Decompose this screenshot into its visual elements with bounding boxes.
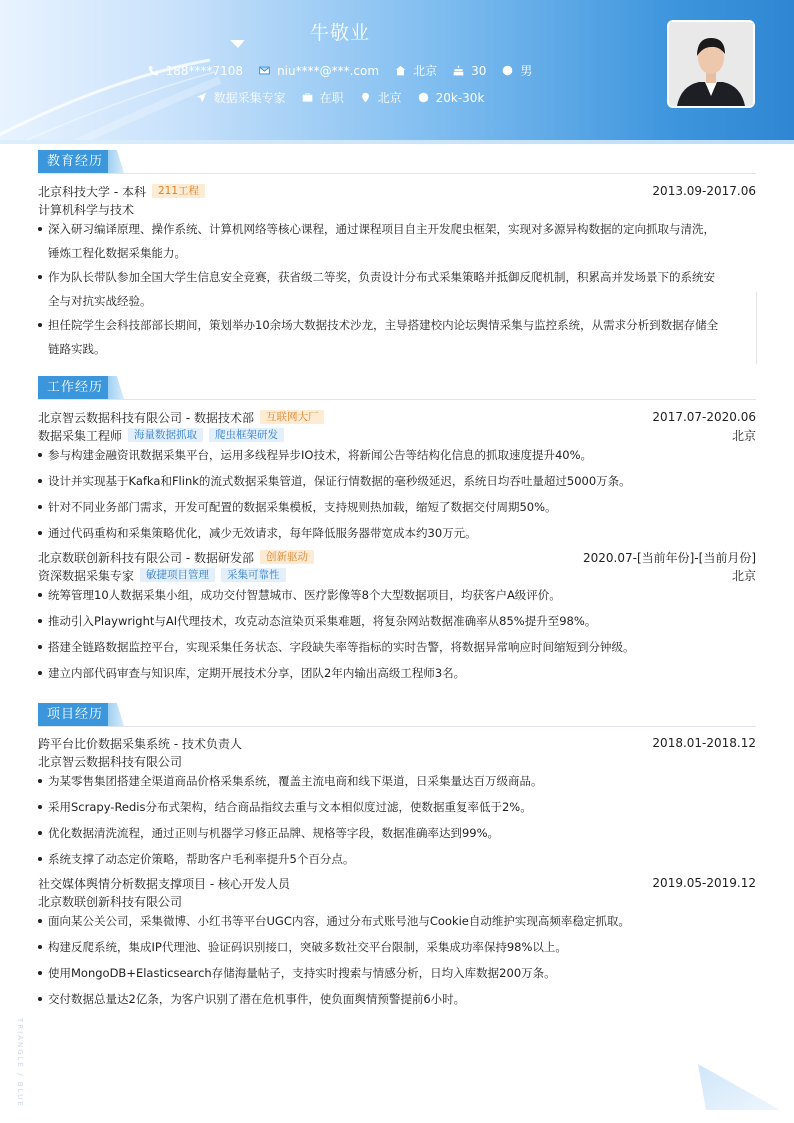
city-item — [395, 62, 437, 79]
project-date: 2018.01-2018.12 — [652, 736, 756, 750]
job-position: 资深数据采集专家 — [38, 568, 135, 583]
bullet-text: 针对不同业务部门需求，开发可配置的数据采集模板，支持规则热加载，缩短了数据交付周期50%。 — [48, 500, 557, 514]
job-bullet — [38, 661, 748, 685]
job-position: 数据采集工程师 — [38, 428, 123, 443]
education-divider — [38, 173, 756, 174]
bullet-text: 通过代码重构和采集策略优化，减少无效请求，每年降低服务器带宽成本约30万元。 — [48, 526, 477, 540]
job-bullet — [38, 495, 748, 519]
status-item — [302, 89, 344, 106]
cake-icon — [453, 65, 464, 76]
education-major-row — [38, 200, 756, 218]
home-icon — [395, 65, 406, 76]
job-intention-row — [0, 89, 680, 106]
job-date: 2020.07-[当前年份]-[当前月份] — [582, 550, 756, 565]
project-bullet — [38, 847, 748, 871]
project-name-row — [38, 734, 756, 752]
job-target-text: 数据采集专家 — [213, 91, 286, 105]
school-tag: 211工程 — [152, 184, 205, 198]
gender-icon — [502, 65, 513, 76]
bullet-text: 构建反爬系统，集成IP代理池、验证码识别接口，突破多数社交平台限制，采集成功率保持98%以上。 — [48, 940, 567, 954]
briefcase-icon — [302, 92, 313, 103]
project-company: 北京智云数据科技有限公司 — [38, 754, 183, 769]
project-name: 社交媒体舆情分析数据支撑项目 - 核心开发人员 — [38, 876, 290, 891]
candidate-name: 牛敬业 — [309, 22, 370, 44]
job-bullet — [38, 635, 748, 659]
project-company-row — [38, 752, 756, 770]
work-title-tab: 工作经历 — [38, 376, 112, 399]
job-bullet — [38, 521, 748, 545]
job-company: 北京智云数据科技有限公司 - 数据技术部 — [38, 410, 254, 425]
target-city-item — [360, 89, 402, 106]
skill-tag: 海量数据抓取 — [128, 428, 203, 442]
bullet-text: 交付数据总量达2亿条，为客户识别了潜在危机事件，使负面舆情预警提前6小时。 — [48, 992, 466, 1006]
project-bullet — [38, 821, 748, 845]
project-name: 跨平台比价数据采集系统 - 技术负责人 — [38, 736, 242, 751]
title-tab-tail — [108, 150, 124, 173]
header-bottom-band — [0, 140, 794, 144]
gender-text: 男 — [520, 64, 533, 78]
company-tag: 创新驱动 — [260, 550, 314, 564]
phone-item — [148, 64, 243, 78]
bullet-text: 作为队长带队参加全国大学生信息安全竞赛，获省级二等奖，负责设计分布式采集策略并抵御反爬机制，积累高并发场景下的系统安 — [48, 270, 715, 284]
school-name: 北京科技大学 - 本科 — [38, 184, 146, 199]
bullet-text: 深入研习编译原理、操作系统、计算机网络等核心课程，通过课程项目自主开发爬虫框架，实现对多源异构数据的定向抓取与清洗， — [48, 222, 715, 236]
corner-triangle-decoration — [694, 1062, 784, 1112]
bullet-text: 使用MongoDB+Elasticsearch存储海量帖子，支持实时搜索与情感分析，日均入库数据200万条。 — [48, 966, 556, 980]
job-location: 北京 — [731, 428, 756, 443]
skill-tag: 敏捷项目管理 — [140, 568, 215, 582]
job-bullet — [38, 443, 748, 467]
project-company-row — [38, 892, 756, 910]
project-bullet — [38, 909, 748, 933]
phone-text: 188****7108 — [165, 63, 244, 78]
contact-info-row — [0, 62, 680, 79]
bullet-text: 链路实践。 — [48, 342, 106, 356]
education-bullet — [38, 217, 748, 265]
salary-item — [418, 91, 485, 105]
work-divider — [38, 399, 756, 400]
title-tab-tail — [108, 376, 124, 399]
education-major: 计算机科学与技术 — [38, 202, 135, 217]
bullet-text: 锤炼工程化数据采集能力。 — [48, 246, 186, 260]
phone-icon — [148, 65, 159, 76]
skill-tag: 采集可靠性 — [221, 568, 286, 582]
job-target-item — [196, 89, 286, 106]
job-company: 北京数联创新科技有限公司 - 数据研发部 — [38, 550, 254, 565]
education-bullet — [38, 313, 748, 361]
job-location: 北京 — [731, 568, 756, 583]
job-position-row — [38, 426, 756, 444]
age-item — [453, 64, 486, 78]
job-bullet — [38, 469, 748, 493]
avatar-portrait — [669, 22, 753, 106]
bullet-text: 采用Scrapy-Redis分布式架构，结合商品指纹去重与文本相似度过滤，使数据重复率低于2%。 — [48, 800, 532, 814]
money-icon — [418, 92, 429, 103]
job-position-row — [38, 566, 756, 584]
status-text: 在职 — [319, 91, 344, 105]
project-bullet — [38, 795, 748, 819]
email-item — [259, 64, 379, 78]
location-pin-icon — [360, 92, 371, 103]
projects-title-tab: 项目经历 — [38, 703, 112, 726]
gender-item — [502, 62, 532, 79]
project-name-row — [38, 874, 756, 892]
job-company-row — [38, 548, 756, 566]
bullet-text: 参与构建金融资讯数据采集平台，运用多线程异步IO技术，将新闻公告等结构化信息的抓取速度提升40%。 — [48, 448, 592, 462]
send-icon — [196, 92, 207, 103]
project-bullet — [38, 935, 748, 959]
project-bullet — [38, 961, 748, 985]
bullet-text: 面向某公关公司，采集微博、小红书等平台UGC内容，通过分布式账号池与Cookie自动维护实现高频率稳定抓取。 — [48, 914, 630, 928]
job-date: 2017.07-2020.06 — [652, 410, 756, 424]
bullet-text: 为某零售集团搭建全渠道商品价格采集系统，覆盖主流电商和线下渠道，日采集量达百万级商品。 — [48, 774, 543, 788]
bullet-text: 设计并实现基于Kafka和Flink的流式数据采集管道，保证行情数据的毫秒级延迟，系统日均吞吐量超过5000万条。 — [48, 474, 631, 488]
bullet-text: 优化数据清洗流程，通过正则与机器学习修正品牌、规格等字段，数据准确率达到99%。 — [48, 826, 500, 840]
bullet-text: 推动引入Playwright与AI代理技术，攻克动态渲染页采集难题，将复杂网站数据准确率从85%提升至98%。 — [48, 614, 597, 628]
template-watermark: TRIANGLE / BLUE — [16, 1018, 24, 1108]
target-city-text: 北京 — [377, 91, 402, 105]
projects-divider — [38, 726, 756, 727]
company-tag: 互联网大厂 — [260, 410, 325, 424]
bullet-text: 搭建全链路数据监控平台，实现采集任务状态、字段缺失率等指标的实时告警，将数据异常响应时间缩短到分钟级。 — [48, 640, 635, 654]
project-bullet — [38, 987, 748, 1011]
education-school-row — [38, 182, 756, 200]
age-text: 30 — [471, 63, 487, 78]
bullet-text: 系统支撑了动态定价策略，帮助客户毛利率提升5个百分点。 — [48, 852, 355, 866]
bullet-text: 建立内部代码审查与知识库，定期开展技术分享，团队2年内输出高级工程师3名。 — [48, 666, 466, 680]
email-icon — [259, 65, 270, 76]
education-date: 2013.09-2017.06 — [652, 184, 756, 198]
city-text: 北京 — [413, 64, 438, 78]
profile-photo — [667, 20, 755, 108]
project-company: 北京数联创新科技有限公司 — [38, 894, 183, 909]
education-title-tab: 教育经历 — [38, 150, 112, 173]
skill-tag: 爬虫框架研发 — [209, 428, 284, 442]
project-bullet — [38, 769, 748, 793]
side-divider-line — [756, 292, 757, 364]
title-tab-tail — [108, 703, 124, 726]
job-bullet — [38, 609, 748, 633]
project-date: 2019.05-2019.12 — [652, 876, 756, 890]
education-bullet — [38, 265, 748, 313]
job-company-row — [38, 408, 756, 426]
salary-text: 20k-30k — [435, 90, 485, 105]
email-text: niu****@***.com — [277, 63, 380, 78]
bullet-text: 担任院学生会科技部部长期间，策划举办10余场大数据技术沙龙，主导搭建校内论坛舆情采集与监控系统，从需求分析到数据存储全 — [48, 318, 719, 332]
bullet-text: 全与对抗实战经验。 — [48, 294, 152, 308]
job-bullet — [38, 583, 748, 607]
bullet-text: 统筹管理10人数据采集小组，成功交付智慧城市、医疗影像等8个大型数据项目，均获客户A级评价。 — [48, 588, 561, 602]
